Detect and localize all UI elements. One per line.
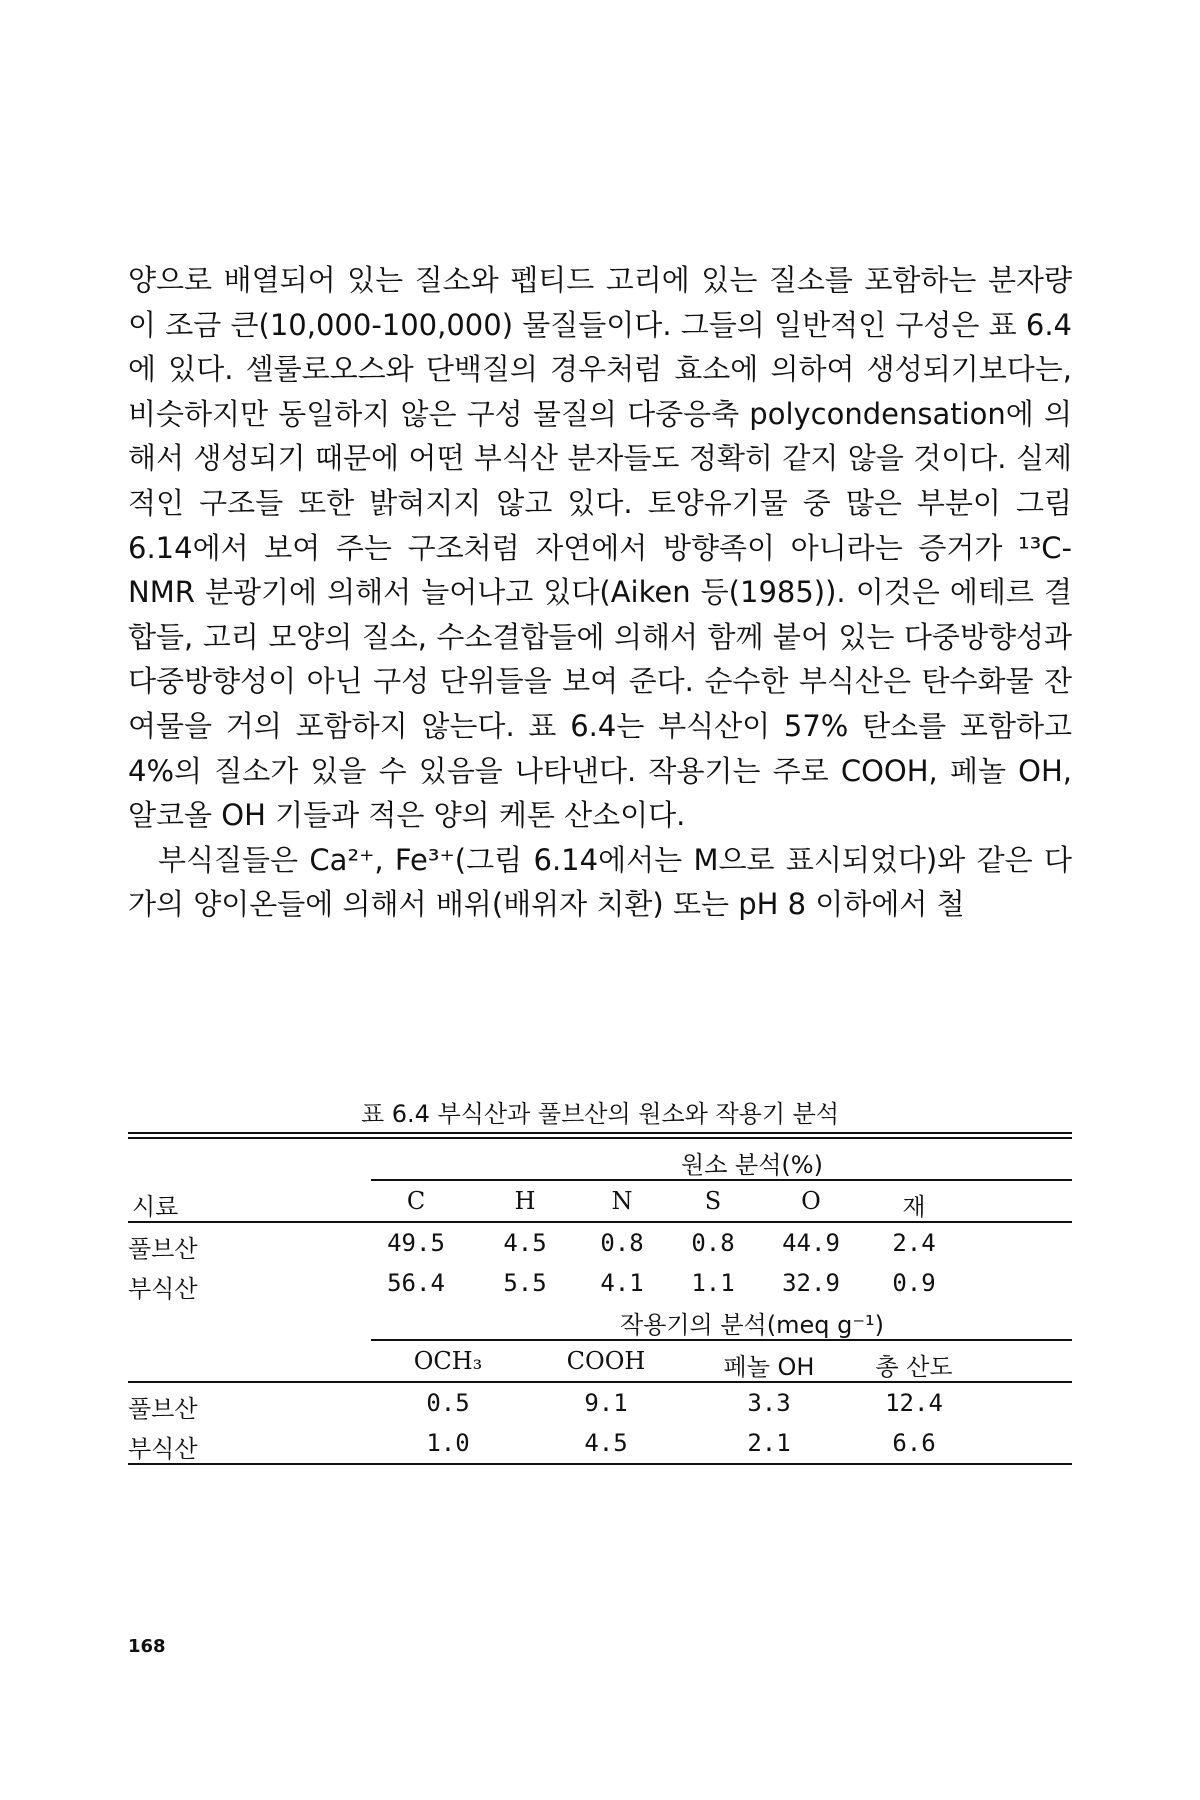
column-header-cooh: COOH (566, 1347, 646, 1375)
table-cell: 1.0 (426, 1429, 470, 1457)
table-row (128, 1223, 1072, 1263)
sample-header: 시료 (132, 1193, 179, 1221)
sample-name: 풀브산 (128, 1235, 198, 1263)
sample-name: 풀브산 (128, 1395, 198, 1423)
column-header-phenol-oh: 페놀 OH (723, 1353, 815, 1381)
table-cell: 49.5 (387, 1229, 445, 1257)
functional-column-header-row (128, 1341, 1072, 1381)
table-cell: 2.4 (892, 1229, 936, 1257)
table-row (128, 1423, 1072, 1463)
elemental-group-header: 원소 분석(%) (681, 1151, 823, 1179)
table-cell: 0.5 (426, 1389, 470, 1417)
paragraph-1: 양으로 배열되어 있는 질소와 펩티드 고리에 있는 질소를 포함하는 분자량이 조금 큰(10,000-100,000) 물질들이다. 그들의 일반적인 구성은 표 6.4에 있다. 셀룰로오스와 단백질의 경우처럼 효소에 의하여 생성되기보다는, 비슷하지만 동일하지 않은 구성 물질의 다중응축 polycondensation에 의해서 생성되기 때문에 어떤 부식산 분자들도 정확히 같지 않을 것이다. 실제적인 구조들 또한 밝혀지지 않고 있다. 토양유기물 중 많은 부분이 그림 6.14에서 보여 주는 구조처럼 자연에서 방향족이 아니라는 증거가 ¹³C-NMR 분광기에 의해서 늘어나고 있다(Aiken 등(1985)). 이것은 에테르 결합들, 고리 모양의 질소, 수소결합들에 의해서 함께 붙어 있는 다중방향성과 다중방향성이 아닌 구성 단위들을 보여 준다. 순수한 부식산은 탄수화물 잔여물을 거의 포함하지 않는다. 표 6.4는 부식산이 57% 탄소를 포함하고 4%의 질소가 있을 수 있음을 나타낸다. 작용기는 주로 COOH, 페놀 OH, 알코올 OH 기들과 적은 양의 케톤 산소이다. (128, 263, 1072, 833)
elemental-column-header-row (128, 1181, 1072, 1221)
table-cell: 6.6 (892, 1429, 936, 1457)
table-cell: 2.1 (747, 1429, 791, 1457)
elemental-group-header-row (128, 1139, 1072, 1179)
table-row (128, 1383, 1072, 1423)
column-header-o: O (801, 1187, 821, 1215)
body-text (128, 258, 1072, 927)
column-header-och3: OCH₃ (413, 1347, 483, 1375)
table-caption: 표 6.4 부식산과 풀브산의 원소와 작용기 분석 (360, 1100, 840, 1128)
table-cell: 0.9 (892, 1269, 936, 1297)
table-cell: 4.1 (600, 1269, 644, 1297)
functional-group-header-row (128, 1299, 1072, 1339)
table-cell: 5.5 (503, 1269, 547, 1297)
sample-name: 부식산 (128, 1275, 198, 1303)
table-cell: 3.3 (747, 1389, 791, 1417)
column-header-s: S (704, 1187, 722, 1215)
table-cell: 0.8 (691, 1229, 735, 1257)
column-header-total-acidity: 총 산도 (875, 1353, 953, 1381)
column-header-ash: 재 (902, 1193, 926, 1221)
table-bottom-rule (128, 1463, 1072, 1465)
column-header-c: C (406, 1187, 426, 1215)
paragraph-2: 부식질들은 Ca²⁺, Fe³⁺(그림 6.14에서는 M으로 표시되었다)와 같은 다가의 양이온들에 의해서 배위(배위자 치환) 또는 pH 8 이하에서 철 (128, 842, 1072, 922)
table-cell: 4.5 (584, 1429, 628, 1457)
sample-name: 부식산 (128, 1435, 198, 1463)
table-row (128, 1263, 1072, 1303)
table-cell: 4.5 (503, 1229, 547, 1257)
table-cell: 0.8 (600, 1229, 644, 1257)
column-header-h: H (514, 1187, 536, 1215)
table-cell: 9.1 (584, 1389, 628, 1417)
analysis-table (128, 1132, 1072, 1465)
table-cell: 1.1 (691, 1269, 735, 1297)
table-top-rule (128, 1132, 1072, 1139)
page-number: 168 (128, 1636, 166, 1657)
table-cell: 12.4 (885, 1389, 943, 1417)
table-cell: 32.9 (782, 1269, 840, 1297)
functional-group-header: 작용기의 분석(meq g⁻¹) (620, 1311, 884, 1339)
table-cell: 56.4 (387, 1269, 445, 1297)
column-header-n: N (611, 1187, 633, 1215)
table-cell: 44.9 (782, 1229, 840, 1257)
